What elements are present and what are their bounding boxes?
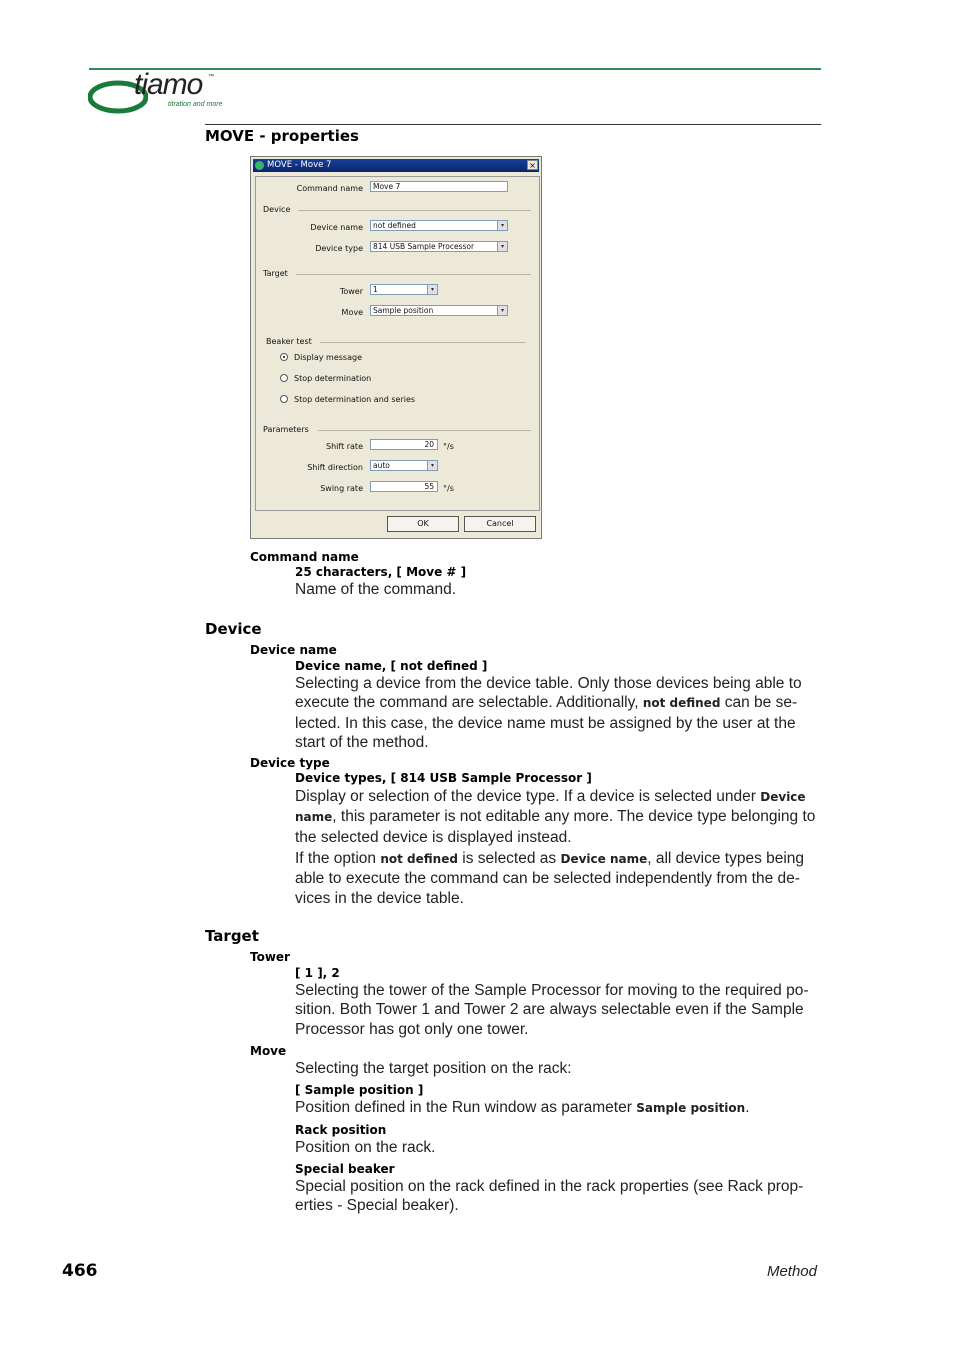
chevron-down-icon[interactable]: ▾ (497, 221, 507, 230)
parameters-group-divider (318, 430, 531, 431)
shift-rate-input[interactable]: 20 (370, 439, 438, 450)
device-type-bold-1: Device name (295, 790, 806, 825)
move-value: Sample position (373, 306, 434, 315)
move-option-special-description: Special position on the rack defined in the rack properties (see Rack prop-erties - Special beaker). (295, 1178, 804, 1215)
device-group-label: Device (263, 205, 291, 214)
shift-direction-label: Shift direction (307, 463, 363, 472)
move-label: Move (341, 308, 363, 317)
tower-label: Tower (339, 287, 363, 296)
device-type-title: Device type (250, 756, 330, 770)
target-group-label: Target (263, 269, 288, 278)
command-name-input[interactable]: Move 7 (370, 181, 508, 192)
device-name-text-1: Selecting a device from the device table. Only those devices being able to execute the command are selectable. Additionally, (295, 675, 802, 712)
move-option-sample-position: [ Sample position ] (295, 1083, 424, 1097)
device-type-note-bold-1: not defined (380, 852, 458, 866)
display-message-label: Display message (294, 353, 362, 362)
dialog-title-bar (253, 159, 539, 172)
tower-description: Selecting the tower of the Sample Processor for moving to the required po-sition. Both Tower 1 and Tower 2 are always selectable even if the Sample Processor has got only one tower. (295, 982, 809, 1038)
tower-title: Tower (250, 950, 290, 964)
app-icon (255, 161, 264, 170)
device-name-range: Device name, [ not defined ] (295, 659, 488, 673)
device-name-text-2: can be se-lected. In this case, the device name must be assigned by the user at the start of the method. (295, 694, 798, 751)
device-type-note-text-3: , all device types being able to execute the command can be selected independently from the de-vices in the device table. (295, 850, 805, 907)
chapter-title: Method (766, 1263, 817, 1280)
device-type-description (295, 787, 821, 847)
device-type-select[interactable] (370, 241, 508, 252)
stop-series-label: Stop determination and series (294, 395, 416, 404)
move-option-sample-description (295, 1098, 821, 1118)
tiamo-logo (88, 70, 248, 120)
device-type-text-1: Display or selection of the device type. If a device is selected under (295, 788, 756, 805)
dialog-panel (255, 176, 540, 511)
shift-rate-unit: °/s (443, 442, 454, 451)
move-sample-text: Position defined in the Run window as parameter (295, 1099, 632, 1116)
close-icon[interactable]: × (527, 160, 538, 170)
shift-direction-select[interactable] (370, 460, 438, 471)
device-type-range: Device types, [ 814 USB Sample Processor ] (295, 771, 592, 785)
swing-rate-label: Swing rate (320, 484, 363, 493)
swing-rate-input[interactable]: 55 (370, 481, 438, 492)
move-option-special-beaker: Special beaker (295, 1162, 395, 1176)
command-name-label: Command name (296, 184, 363, 193)
command-name-description: Name of the command. (295, 581, 457, 598)
move-sample-period: . (745, 1099, 750, 1116)
tower-select[interactable] (370, 284, 438, 295)
chevron-down-icon[interactable]: ▾ (427, 285, 437, 294)
swing-rate-unit: °/s (443, 484, 454, 493)
logo-trademark: ™ (208, 74, 214, 80)
move-option-rack-description: Position on the rack. (295, 1139, 436, 1156)
dialog-title: MOVE - Move 7 (267, 160, 332, 170)
move-title: Move (250, 1044, 287, 1058)
beaker-group-divider (320, 342, 526, 343)
stop-determination-radio[interactable] (280, 374, 288, 382)
device-name-label: Device name (310, 223, 363, 232)
device-type-value: 814 USB Sample Processor (373, 242, 475, 251)
stop-determination-label: Stop determination (294, 374, 372, 383)
logo-tagline: titration and more (168, 101, 223, 108)
device-heading: Device (205, 620, 262, 638)
move-properties-dialog (250, 156, 542, 539)
device-type-note-text-1: If the option (295, 850, 377, 867)
tower-value: 1 (373, 285, 378, 294)
move-select[interactable] (370, 305, 508, 316)
cancel-button[interactable]: Cancel (464, 516, 536, 532)
parameters-group-label: Parameters (263, 425, 309, 434)
command-name-title: Command name (250, 550, 359, 564)
section-rule (205, 124, 821, 125)
device-type-note-bold-2: Device name (560, 852, 648, 866)
target-group-divider (296, 274, 531, 275)
chevron-down-icon[interactable]: ▾ (497, 306, 507, 315)
device-name-value: not defined (373, 221, 416, 230)
target-heading: Target (205, 927, 259, 945)
device-type-note (295, 849, 821, 908)
move-intro: Selecting the target position on the rack: (295, 1060, 572, 1077)
section-title: MOVE - properties (205, 127, 359, 145)
device-name-bold-1: not defined (642, 696, 721, 711)
device-name-select[interactable] (370, 220, 508, 231)
shift-direction-value: auto (373, 461, 390, 470)
page-number: 466 (62, 1261, 98, 1281)
shift-rate-label: Shift rate (326, 442, 363, 451)
chevron-down-icon[interactable]: ▾ (427, 461, 437, 470)
beaker-group-label: Beaker test (266, 337, 312, 346)
device-type-note-text-2: is selected as (462, 850, 557, 867)
device-group-divider (298, 210, 531, 211)
ok-button[interactable]: OK (387, 516, 459, 532)
display-message-radio[interactable] (280, 353, 288, 361)
device-type-label: Device type (315, 244, 363, 253)
command-name-range: 25 characters, [ Move # ] (295, 565, 467, 579)
stop-series-radio[interactable] (280, 395, 288, 403)
device-name-description (295, 674, 821, 752)
chevron-down-icon[interactable]: ▾ (497, 242, 507, 251)
logo-word: tiamo (134, 68, 203, 101)
device-name-title: Device name (250, 643, 337, 657)
device-type-text-2: , this parameter is not editable any more. The device type belonging to the selected device is displayed instead. (295, 808, 816, 846)
move-option-rack-position: Rack position (295, 1123, 387, 1137)
move-sample-bold: Sample position (636, 1101, 746, 1115)
tower-range: [ 1 ], 2 (295, 966, 340, 980)
